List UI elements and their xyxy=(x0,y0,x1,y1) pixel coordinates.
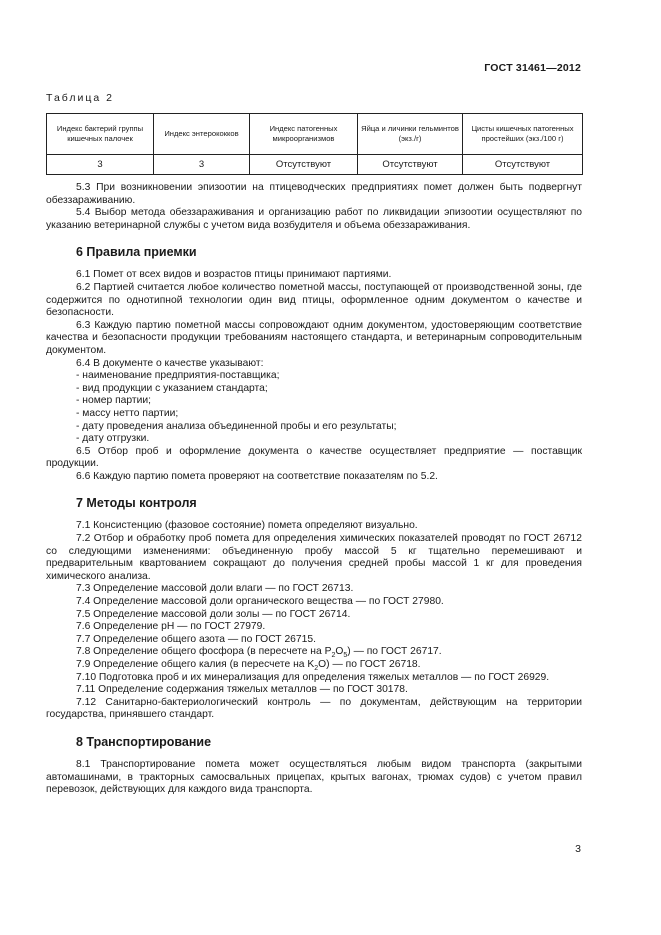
document-id: ГОСТ 31461—2012 xyxy=(484,62,581,74)
table-row xyxy=(47,155,583,175)
paragraph-7-9 xyxy=(46,659,582,672)
list-item: - дату проведения анализа объединенной пробы и его результаты; xyxy=(76,420,397,432)
list-item: - массу нетто партии; xyxy=(76,407,179,419)
table-cell: Отсутствуют xyxy=(463,155,583,175)
paragraph-7-11: 7.11 Определение содержания тяжелых металлов — по ГОСТ 30178. xyxy=(76,684,408,696)
p78-text: ) — по ГОСТ 26717. xyxy=(347,646,442,658)
table-cell: 3 xyxy=(154,155,250,175)
table-cell: Отсутствуют xyxy=(358,155,463,175)
document-body xyxy=(46,182,582,797)
table-header-cell: Яйца и личинки гельминтов (экз./г) xyxy=(358,114,463,155)
paragraph-7-1: 7.1 Консистенцию (фазовое состояние) помета определяют визуально. xyxy=(76,520,418,532)
p79-subscript: 2 xyxy=(314,665,319,673)
table-header-cell: Цисты кишечных патогенных простейших (экз./100 г) xyxy=(463,114,583,155)
paragraph-7-8 xyxy=(46,646,582,659)
p78-text: O xyxy=(335,646,344,658)
paragraph-7-5: 7.5 Определение массовой доли золы — по ГОСТ 26714. xyxy=(76,608,351,620)
paragraph-5-4: 5.4 Выбор метода обеззараживания и организацию работ по ликвидации эпизоотии осуществляют по указанию ветеринарной службы с учетом вида возбудителя и объема обеззараживания. xyxy=(46,207,582,231)
paragraph-7-7: 7.7 Определение общего азота — по ГОСТ 26715. xyxy=(76,633,316,645)
paragraph-7-2: 7.2 Отбор и обработку проб помета для определения химических показателей проводят по ГОСТ 26712 со следующими изменениями: объединенную пробу массой 5 кг тщательно перемешивают и предварительным квартованием сокращают до получения средней пробы массой 1 кг для проведения химического анализа. xyxy=(46,533,582,582)
table-cell: Отсутствуют xyxy=(250,155,358,175)
p78-subscript: 2 xyxy=(331,652,336,660)
page-number: 3 xyxy=(575,843,581,855)
p78-text: 7.8 Определение общего фосфора (в пересчете на P xyxy=(76,646,332,658)
paragraph-7-6: 7.6 Определение pH — по ГОСТ 27979. xyxy=(76,621,266,633)
p79-text: 7.9 Определение общего калия (в пересчете на K xyxy=(76,659,315,670)
paragraph-7-10: 7.10 Подготовка проб и их минерализация для определения тяжелых металлов — по ГОСТ 26929. xyxy=(76,671,550,683)
paragraph-6-1: 6.1 Помет от всех видов и возрастов птицы принимают партиями. xyxy=(76,269,392,281)
section-6-title: 6 Правила приемки xyxy=(76,245,197,260)
paragraph-5-3: 5.3 При возникновении эпизоотии на птицеводческих предприятиях помет должен быть подвергнут обеззараживанию. xyxy=(46,182,582,206)
paragraph-7-3: 7.3 Определение массовой доли влаги — по ГОСТ 26713. xyxy=(76,583,354,595)
paragraph-7-4: 7.4 Определение массовой доли органического вещества — по ГОСТ 27980. xyxy=(76,596,444,608)
p79-text: O) — по ГОСТ 26718. xyxy=(318,659,421,670)
table-cell: 3 xyxy=(47,155,154,175)
table-caption: Таблица 2 xyxy=(46,92,114,104)
table-header-cell: Индекс бактерий группы кишечных палочек xyxy=(47,114,154,155)
table-header-row xyxy=(47,114,583,155)
paragraph-6-4: 6.4 В документе о качестве указывают: xyxy=(76,357,264,369)
list-item: - вид продукции с указанием стандарта; xyxy=(76,382,268,394)
paragraph-6-3: 6.3 Каждую партию пометной массы сопровождают одним документом, удостоверяющим соответствие качества и безопасности продукции требованиям настоящего стандарта, и ветеринарным сопроводительным документом. xyxy=(46,319,582,356)
p78-subscript: 5 xyxy=(343,652,348,660)
paragraph-6-6: 6.6 Каждую партию помета проверяют на соответствие показателям по 5.2. xyxy=(76,470,438,482)
requirements-table xyxy=(46,113,583,175)
paragraph-7-12: 7.12 Санитарно-бактериологический контроль — по документам, действующим на территории государства, принявшего стандарт. xyxy=(46,696,582,721)
paragraph-6-2: 6.2 Партией считается любое количество пометной массы, поступающей от производственной зоны, где содержится по однотипной технологии один вид птицы, оформленное одним документом о качестве и безопасности. xyxy=(46,281,582,319)
list-item: - номер партии; xyxy=(76,395,151,407)
section-7-title: 7 Методы контроля xyxy=(76,496,197,511)
table-header-cell: Индекс патогенных микроорганизмов xyxy=(250,114,358,155)
table-header-cell: Индекс энтерококков xyxy=(154,114,250,155)
paragraph-6-5: 6.5 Отбор проб и оформление документа о качестве осуществляет предприятие — поставщик продукции. xyxy=(46,445,582,470)
paragraph-8-1: 8.1 Транспортирование помета может осуществляться любым видом транспорта (закрытыми автомашинами, в тракторных самосвальных прицепах, крытых вагонах, трюмах судов) с учетом правил перевозок, действующих для каждого вида транспорта. xyxy=(46,758,582,796)
section-8-title: 8 Транспортирование xyxy=(76,734,212,749)
list-item: - дату отгрузки. xyxy=(76,433,150,445)
list-item: - наименование предприятия-поставщика; xyxy=(76,370,280,382)
